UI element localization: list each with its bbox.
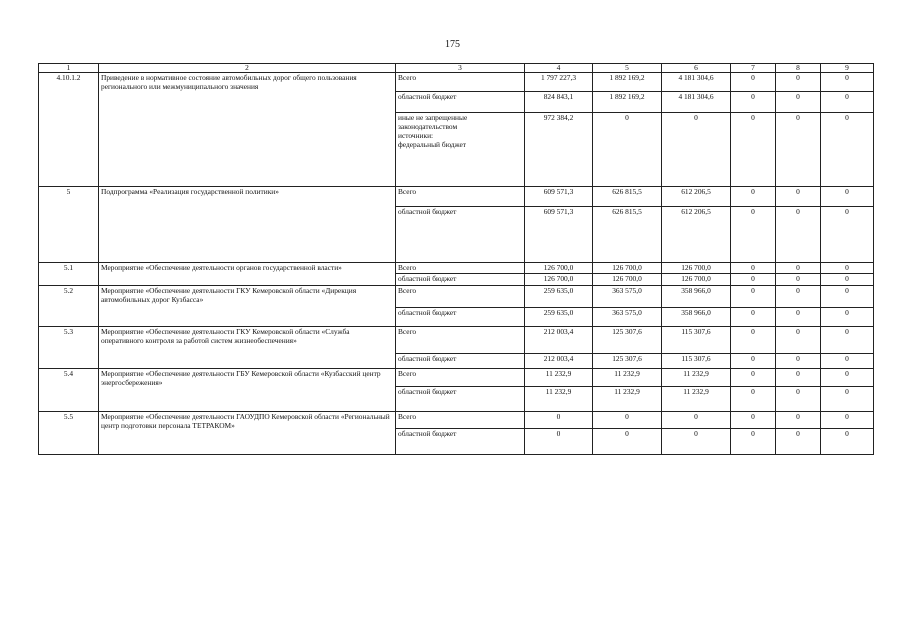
value-cell: 0: [593, 412, 662, 429]
value-cell: 0: [776, 263, 821, 274]
row-name: Мероприятие «Обеспечение деятельности ГКУ Кемеровской области «Служба оперативного контроля за работой систем жизнеобеспечения»: [99, 327, 396, 369]
value-cell: 0: [821, 73, 874, 92]
funding-source: областной бюджет: [396, 207, 525, 263]
row-name: Мероприятие «Обеспечение деятельности ГБУ Кемеровской области «Кузбасский центр энергосбережения»: [99, 369, 396, 412]
table-header-row: [39, 64, 874, 73]
value-cell: 125 307,6: [593, 327, 662, 354]
value-cell: 0: [731, 92, 776, 113]
column-header: 8: [776, 64, 821, 73]
column-header: 5: [593, 64, 662, 73]
table-row: [39, 327, 874, 354]
value-cell: 0: [821, 412, 874, 429]
value-cell: 0: [821, 187, 874, 207]
value-cell: 0: [525, 429, 593, 455]
source-line: федеральный бюджет: [398, 140, 467, 149]
table-row: [39, 286, 874, 308]
value-cell: 0: [821, 327, 874, 354]
value-cell: 0: [776, 327, 821, 354]
value-cell: 0: [776, 274, 821, 286]
row-name: Подпрограмма «Реализация государственной политики»: [99, 187, 396, 263]
value-cell: 0: [776, 354, 821, 369]
value-cell: 11 232,9: [662, 369, 731, 387]
value-cell: 125 307,6: [593, 354, 662, 369]
value-cell: 126 700,0: [593, 274, 662, 286]
value-cell: 0: [731, 354, 776, 369]
value-cell: 0: [776, 286, 821, 308]
value-cell: 612 206,5: [662, 207, 731, 263]
value-cell: 609 571,3: [525, 187, 593, 207]
table-row: [39, 73, 874, 92]
row-name: Мероприятие «Обеспечение деятельности органов государственной власти»: [99, 263, 396, 286]
value-cell: 0: [776, 207, 821, 263]
value-cell: 972 384,2: [525, 113, 593, 187]
table-row: [39, 187, 874, 207]
page-number: 175: [445, 39, 460, 50]
value-cell: 11 232,9: [525, 369, 593, 387]
table-row: [39, 263, 874, 274]
value-cell: 0: [731, 327, 776, 354]
value-cell: 358 966,0: [662, 308, 731, 327]
value-cell: 115 307,6: [662, 327, 731, 354]
row-name: Мероприятие «Обеспечение деятельности ГАОУДПО Кемеровской области «Региональный центр подготовки персонала ТЕТРАКОМ»: [99, 412, 396, 455]
value-cell: 4 181 304,6: [662, 92, 731, 113]
value-cell: 11 232,9: [525, 387, 593, 412]
value-cell: 609 571,3: [525, 207, 593, 263]
value-cell: 0: [731, 263, 776, 274]
value-cell: 0: [776, 73, 821, 92]
value-cell: 259 635,0: [525, 286, 593, 308]
value-cell: 115 307,6: [662, 354, 731, 369]
value-cell: 0: [731, 308, 776, 327]
value-cell: 0: [821, 263, 874, 274]
value-cell: 0: [821, 274, 874, 286]
value-cell: 0: [731, 429, 776, 455]
value-cell: 0: [525, 412, 593, 429]
row-name: Приведение в нормативное состояние автомобильных дорог общего пользования регионального или межмуниципального значения: [99, 73, 396, 187]
column-header: 6: [662, 64, 731, 73]
value-cell: 0: [731, 207, 776, 263]
table-row: [39, 412, 874, 429]
value-cell: 0: [776, 92, 821, 113]
source-line: иные не запрещенные: [398, 113, 468, 122]
row-code: 5.5: [39, 412, 99, 455]
value-cell: 358 966,0: [662, 286, 731, 308]
value-cell: 363 575,0: [593, 286, 662, 308]
funding-source: Всего: [396, 286, 525, 308]
row-code: 5.2: [39, 286, 99, 327]
value-cell: 0: [593, 429, 662, 455]
value-cell: 0: [731, 286, 776, 308]
value-cell: 126 700,0: [525, 274, 593, 286]
funding-source: областной бюджет: [396, 308, 525, 327]
column-header: 4: [525, 64, 593, 73]
value-cell: 1 892 169,2: [593, 92, 662, 113]
value-cell: 0: [731, 274, 776, 286]
value-cell: 0: [776, 387, 821, 412]
value-cell: 0: [821, 354, 874, 369]
source-line: источники:: [398, 131, 434, 140]
value-cell: 126 700,0: [593, 263, 662, 274]
value-cell: 0: [662, 412, 731, 429]
funding-source: областной бюджет: [396, 387, 525, 412]
column-header: 2: [99, 64, 396, 73]
value-cell: 11 232,9: [593, 369, 662, 387]
value-cell: 1 892 169,2: [593, 73, 662, 92]
budget-table: [38, 63, 874, 455]
column-header: 9: [821, 64, 874, 73]
value-cell: 0: [731, 113, 776, 187]
funding-source: областной бюджет: [396, 354, 525, 369]
value-cell: 212 003,4: [525, 327, 593, 354]
value-cell: 0: [731, 73, 776, 92]
funding-source: Всего: [396, 187, 525, 207]
row-code: 5.1: [39, 263, 99, 286]
value-cell: 824 843,1: [525, 92, 593, 113]
value-cell: 212 003,4: [525, 354, 593, 369]
value-cell: 0: [776, 429, 821, 455]
funding-source: областной бюджет: [396, 274, 525, 286]
value-cell: 0: [662, 429, 731, 455]
value-cell: 626 815,5: [593, 187, 662, 207]
value-cell: 0: [821, 92, 874, 113]
value-cell: 11 232,9: [593, 387, 662, 412]
funding-source: Всего: [396, 263, 525, 274]
value-cell: 626 815,5: [593, 207, 662, 263]
value-cell: 0: [821, 369, 874, 387]
value-cell: 0: [776, 412, 821, 429]
row-code: 5.4: [39, 369, 99, 412]
value-cell: 0: [731, 369, 776, 387]
value-cell: 0: [821, 207, 874, 263]
value-cell: 126 700,0: [662, 274, 731, 286]
funding-source: областной бюджет: [396, 429, 525, 455]
value-cell: 4 181 304,6: [662, 73, 731, 92]
column-header: 7: [731, 64, 776, 73]
value-cell: 0: [731, 387, 776, 412]
row-code: 4.10.1.2: [39, 73, 99, 187]
value-cell: 126 700,0: [662, 263, 731, 274]
funding-source: Всего: [396, 412, 525, 429]
source-line: законодательством: [398, 122, 458, 131]
value-cell: 11 232,9: [662, 387, 731, 412]
funding-source: Всего: [396, 369, 525, 387]
column-header: 3: [396, 64, 525, 73]
row-code: 5.3: [39, 327, 99, 369]
value-cell: 363 575,0: [593, 308, 662, 327]
value-cell: 0: [821, 113, 874, 187]
value-cell: 126 700,0: [525, 263, 593, 274]
value-cell: 0: [776, 113, 821, 187]
value-cell: 0: [821, 429, 874, 455]
funding-source: Всего: [396, 327, 525, 354]
funding-source: Всего: [396, 73, 525, 92]
value-cell: 612 206,5: [662, 187, 731, 207]
row-code: 5: [39, 187, 99, 263]
value-cell: 0: [731, 187, 776, 207]
value-cell: 0: [731, 412, 776, 429]
value-cell: 259 635,0: [525, 308, 593, 327]
value-cell: 0: [593, 113, 662, 187]
value-cell: 0: [821, 387, 874, 412]
funding-source: [396, 113, 525, 187]
row-name: Мероприятие «Обеспечение деятельности ГКУ Кемеровской области «Дирекция автомобильных дорог Кузбасса»: [99, 286, 396, 327]
value-cell: 0: [776, 187, 821, 207]
value-cell: 0: [662, 113, 731, 187]
value-cell: 0: [776, 369, 821, 387]
value-cell: 0: [776, 308, 821, 327]
value-cell: 1 797 227,3: [525, 73, 593, 92]
column-header: 1: [39, 64, 99, 73]
value-cell: 0: [821, 308, 874, 327]
table-row: [39, 369, 874, 387]
value-cell: 0: [821, 286, 874, 308]
funding-source: областной бюджет: [396, 92, 525, 113]
